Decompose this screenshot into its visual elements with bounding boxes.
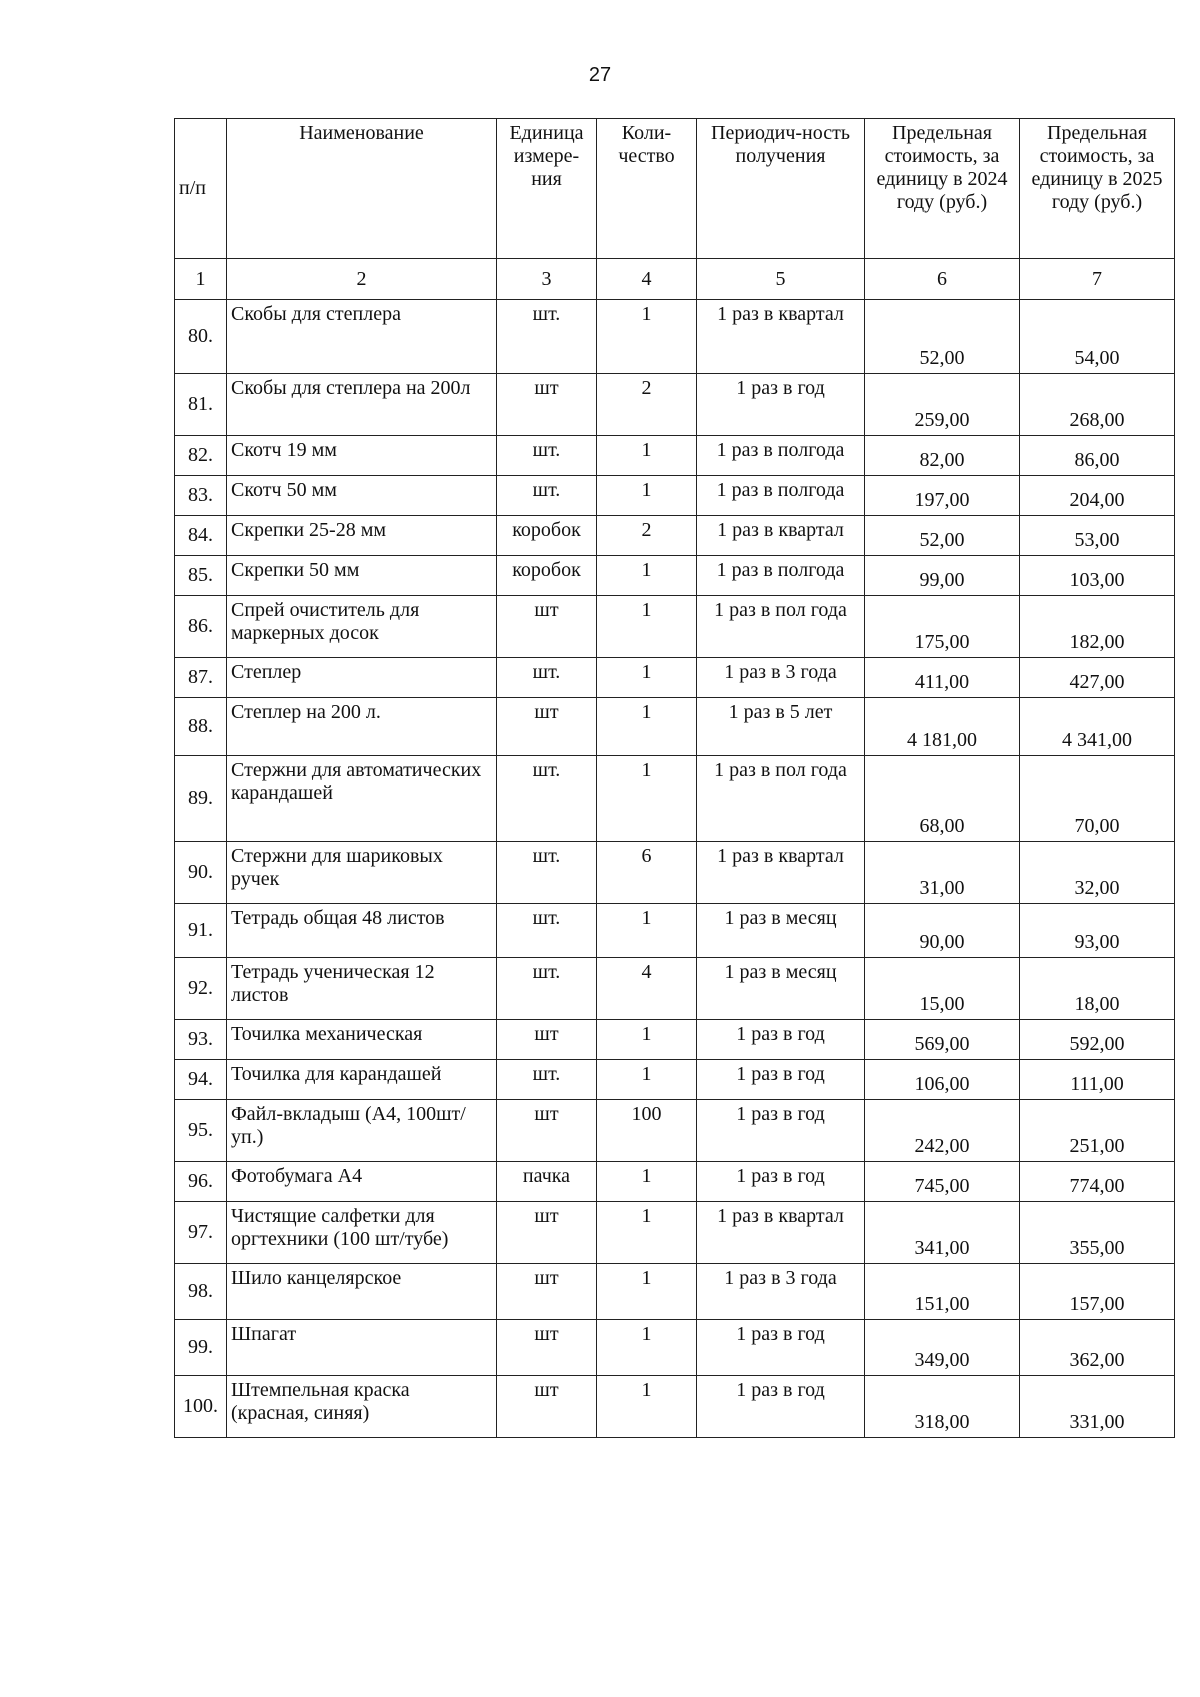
item-price-2025: 70,00 <box>1020 756 1175 842</box>
table-row <box>175 904 1175 958</box>
item-price-2025: 331,00 <box>1020 1376 1175 1438</box>
item-name: Фотобумага А4 <box>227 1162 497 1202</box>
table-row <box>175 476 1175 516</box>
row-number: 87. <box>175 658 227 698</box>
row-number: 99. <box>175 1320 227 1376</box>
item-qty: 1 <box>597 1264 697 1320</box>
item-qty: 1 <box>597 556 697 596</box>
item-qty: 4 <box>597 958 697 1020</box>
header-unit: Единица измере-ния <box>497 119 597 259</box>
item-period: 1 раз в год <box>697 1060 865 1100</box>
item-price-2025: 427,00 <box>1020 658 1175 698</box>
table-row <box>175 1202 1175 1264</box>
item-period: 1 раз в 3 года <box>697 658 865 698</box>
item-qty: 6 <box>597 842 697 904</box>
row-number: 83. <box>175 476 227 516</box>
item-unit: шт <box>497 1100 597 1162</box>
row-number: 86. <box>175 596 227 658</box>
column-number: 3 <box>497 259 597 300</box>
item-unit: пачка <box>497 1162 597 1202</box>
item-qty: 1 <box>597 1202 697 1264</box>
row-number: 97. <box>175 1202 227 1264</box>
item-name: Степлер <box>227 658 497 698</box>
item-period: 1 раз в месяц <box>697 904 865 958</box>
row-number: 81. <box>175 374 227 436</box>
item-name: Скотч 19 мм <box>227 436 497 476</box>
item-name: Тетрадь ученическая 12 листов <box>227 958 497 1020</box>
item-period: 1 раз в квартал <box>697 300 865 374</box>
item-qty: 1 <box>597 300 697 374</box>
item-qty: 100 <box>597 1100 697 1162</box>
item-qty: 1 <box>597 476 697 516</box>
item-price-2024: 90,00 <box>865 904 1020 958</box>
item-unit: шт. <box>497 300 597 374</box>
column-number: 4 <box>597 259 697 300</box>
row-number: 92. <box>175 958 227 1020</box>
table-row <box>175 1162 1175 1202</box>
page-number: 27 <box>588 64 612 86</box>
header-period: Периодич-ность получения <box>697 119 865 259</box>
item-period: 1 раз в 5 лет <box>697 698 865 756</box>
item-qty: 1 <box>597 1162 697 1202</box>
item-price-2025: 355,00 <box>1020 1202 1175 1264</box>
items-table <box>174 118 1175 1438</box>
item-period: 1 раз в год <box>697 1162 865 1202</box>
column-number: 1 <box>175 259 227 300</box>
item-price-2024: 318,00 <box>865 1376 1020 1438</box>
item-qty: 1 <box>597 658 697 698</box>
row-number: 95. <box>175 1100 227 1162</box>
item-price-2024: 745,00 <box>865 1162 1020 1202</box>
item-unit: шт <box>497 698 597 756</box>
item-name: Скрепки 25-28 мм <box>227 516 497 556</box>
column-number: 6 <box>865 259 1020 300</box>
item-price-2024: 259,00 <box>865 374 1020 436</box>
item-price-2024: 569,00 <box>865 1020 1020 1060</box>
item-unit: шт <box>497 1320 597 1376</box>
item-price-2025: 268,00 <box>1020 374 1175 436</box>
row-number: 90. <box>175 842 227 904</box>
item-unit: коробок <box>497 516 597 556</box>
item-unit: шт <box>497 1020 597 1060</box>
item-name: Штемпельная краска (красная, синяя) <box>227 1376 497 1438</box>
table-row <box>175 1020 1175 1060</box>
row-number: 89. <box>175 756 227 842</box>
item-unit: шт. <box>497 658 597 698</box>
item-unit: шт <box>497 1376 597 1438</box>
item-period: 1 раз в полгода <box>697 476 865 516</box>
item-period: 1 раз в полгода <box>697 436 865 476</box>
item-price-2024: 31,00 <box>865 842 1020 904</box>
item-price-2025: 4 341,00 <box>1020 698 1175 756</box>
table-row <box>175 1060 1175 1100</box>
item-qty: 1 <box>597 756 697 842</box>
item-price-2024: 151,00 <box>865 1264 1020 1320</box>
item-price-2024: 349,00 <box>865 1320 1020 1376</box>
item-name: Точилка механическая <box>227 1020 497 1060</box>
item-unit: шт <box>497 1202 597 1264</box>
item-price-2025: 182,00 <box>1020 596 1175 658</box>
row-number: 91. <box>175 904 227 958</box>
row-number: 96. <box>175 1162 227 1202</box>
column-number: 7 <box>1020 259 1175 300</box>
table-row <box>175 596 1175 658</box>
item-name: Стержни для автоматических карандашей <box>227 756 497 842</box>
item-unit: шт. <box>497 842 597 904</box>
item-name: Скобы для степлера на 200л <box>227 374 497 436</box>
item-unit: шт <box>497 1264 597 1320</box>
item-period: 1 раз в год <box>697 1100 865 1162</box>
item-price-2025: 774,00 <box>1020 1162 1175 1202</box>
item-name: Шило канцелярское <box>227 1264 497 1320</box>
item-period: 1 раз в пол года <box>697 596 865 658</box>
item-period: 1 раз в год <box>697 1376 865 1438</box>
row-number: 93. <box>175 1020 227 1060</box>
header-num: п/п <box>175 119 227 259</box>
item-price-2025: 592,00 <box>1020 1020 1175 1060</box>
item-name: Точилка для карандашей <box>227 1060 497 1100</box>
item-price-2024: 106,00 <box>865 1060 1020 1100</box>
item-qty: 1 <box>597 436 697 476</box>
row-number: 85. <box>175 556 227 596</box>
table-row <box>175 1320 1175 1376</box>
header-qty: Коли-чество <box>597 119 697 259</box>
table-row <box>175 436 1175 476</box>
row-number: 88. <box>175 698 227 756</box>
item-price-2024: 52,00 <box>865 516 1020 556</box>
item-period: 1 раз в месяц <box>697 958 865 1020</box>
table-row <box>175 1376 1175 1438</box>
item-period: 1 раз в год <box>697 1020 865 1060</box>
item-price-2024: 82,00 <box>865 436 1020 476</box>
item-price-2025: 251,00 <box>1020 1100 1175 1162</box>
item-unit: шт. <box>497 1060 597 1100</box>
item-price-2025: 18,00 <box>1020 958 1175 1020</box>
item-price-2025: 157,00 <box>1020 1264 1175 1320</box>
item-price-2025: 32,00 <box>1020 842 1175 904</box>
item-qty: 1 <box>597 904 697 958</box>
item-name: Степлер на 200 л. <box>227 698 497 756</box>
item-qty: 1 <box>597 1376 697 1438</box>
item-name: Скобы для степлера <box>227 300 497 374</box>
row-number: 98. <box>175 1264 227 1320</box>
table-row <box>175 1264 1175 1320</box>
item-price-2024: 52,00 <box>865 300 1020 374</box>
item-qty: 2 <box>597 374 697 436</box>
table-row <box>175 842 1175 904</box>
table-row <box>175 300 1175 374</box>
table-row <box>175 374 1175 436</box>
item-unit: коробок <box>497 556 597 596</box>
item-price-2025: 86,00 <box>1020 436 1175 476</box>
item-qty: 2 <box>597 516 697 556</box>
item-period: 1 раз в квартал <box>697 1202 865 1264</box>
header-price-2025: Предельная стоимость, за единицу в 2025 году (руб.) <box>1020 119 1175 259</box>
item-price-2024: 175,00 <box>865 596 1020 658</box>
table-row <box>175 958 1175 1020</box>
item-name: Скотч 50 мм <box>227 476 497 516</box>
item-price-2024: 411,00 <box>865 658 1020 698</box>
table-row <box>175 756 1175 842</box>
table-row <box>175 516 1175 556</box>
item-price-2025: 53,00 <box>1020 516 1175 556</box>
item-period: 1 раз в квартал <box>697 842 865 904</box>
item-price-2024: 4 181,00 <box>865 698 1020 756</box>
item-name: Стержни для шариковых ручек <box>227 842 497 904</box>
header-price-2024: Предельная стоимость, за единицу в 2024 году (руб.) <box>865 119 1020 259</box>
header-row <box>175 119 1175 259</box>
column-number: 2 <box>227 259 497 300</box>
table-row <box>175 556 1175 596</box>
item-price-2024: 242,00 <box>865 1100 1020 1162</box>
row-number: 84. <box>175 516 227 556</box>
item-unit: шт <box>497 374 597 436</box>
item-name: Скрепки 50 мм <box>227 556 497 596</box>
item-price-2025: 103,00 <box>1020 556 1175 596</box>
item-price-2024: 197,00 <box>865 476 1020 516</box>
item-qty: 1 <box>597 1320 697 1376</box>
item-unit: шт. <box>497 958 597 1020</box>
item-price-2025: 54,00 <box>1020 300 1175 374</box>
item-period: 1 раз в 3 года <box>697 1264 865 1320</box>
table-row <box>175 1100 1175 1162</box>
item-period: 1 раз в пол года <box>697 756 865 842</box>
item-period: 1 раз в год <box>697 374 865 436</box>
item-period: 1 раз в год <box>697 1320 865 1376</box>
item-period: 1 раз в квартал <box>697 516 865 556</box>
item-price-2025: 111,00 <box>1020 1060 1175 1100</box>
header-name: Наименование <box>227 119 497 259</box>
column-number: 5 <box>697 259 865 300</box>
table-row <box>175 698 1175 756</box>
item-qty: 1 <box>597 596 697 658</box>
table-body <box>175 300 1175 1438</box>
item-price-2024: 15,00 <box>865 958 1020 1020</box>
item-qty: 1 <box>597 1020 697 1060</box>
row-number: 80. <box>175 300 227 374</box>
column-numbers-row <box>175 259 1175 300</box>
item-price-2024: 99,00 <box>865 556 1020 596</box>
item-price-2024: 341,00 <box>865 1202 1020 1264</box>
row-number: 100. <box>175 1376 227 1438</box>
item-name: Тетрадь общая 48 листов <box>227 904 497 958</box>
item-price-2025: 362,00 <box>1020 1320 1175 1376</box>
item-price-2025: 204,00 <box>1020 476 1175 516</box>
item-qty: 1 <box>597 1060 697 1100</box>
item-unit: шт. <box>497 476 597 516</box>
item-unit: шт. <box>497 756 597 842</box>
item-unit: шт. <box>497 904 597 958</box>
row-number: 94. <box>175 1060 227 1100</box>
item-name: Файл-вкладыш (А4, 100шт/уп.) <box>227 1100 497 1162</box>
item-price-2024: 68,00 <box>865 756 1020 842</box>
item-name: Чистящие салфетки для оргтехники (100 шт/тубе) <box>227 1202 497 1264</box>
item-name: Спрей очиститель для маркерных досок <box>227 596 497 658</box>
item-period: 1 раз в полгода <box>697 556 865 596</box>
table-row <box>175 658 1175 698</box>
item-name: Шпагат <box>227 1320 497 1376</box>
item-qty: 1 <box>597 698 697 756</box>
row-number: 82. <box>175 436 227 476</box>
item-price-2025: 93,00 <box>1020 904 1175 958</box>
item-unit: шт <box>497 596 597 658</box>
item-unit: шт. <box>497 436 597 476</box>
